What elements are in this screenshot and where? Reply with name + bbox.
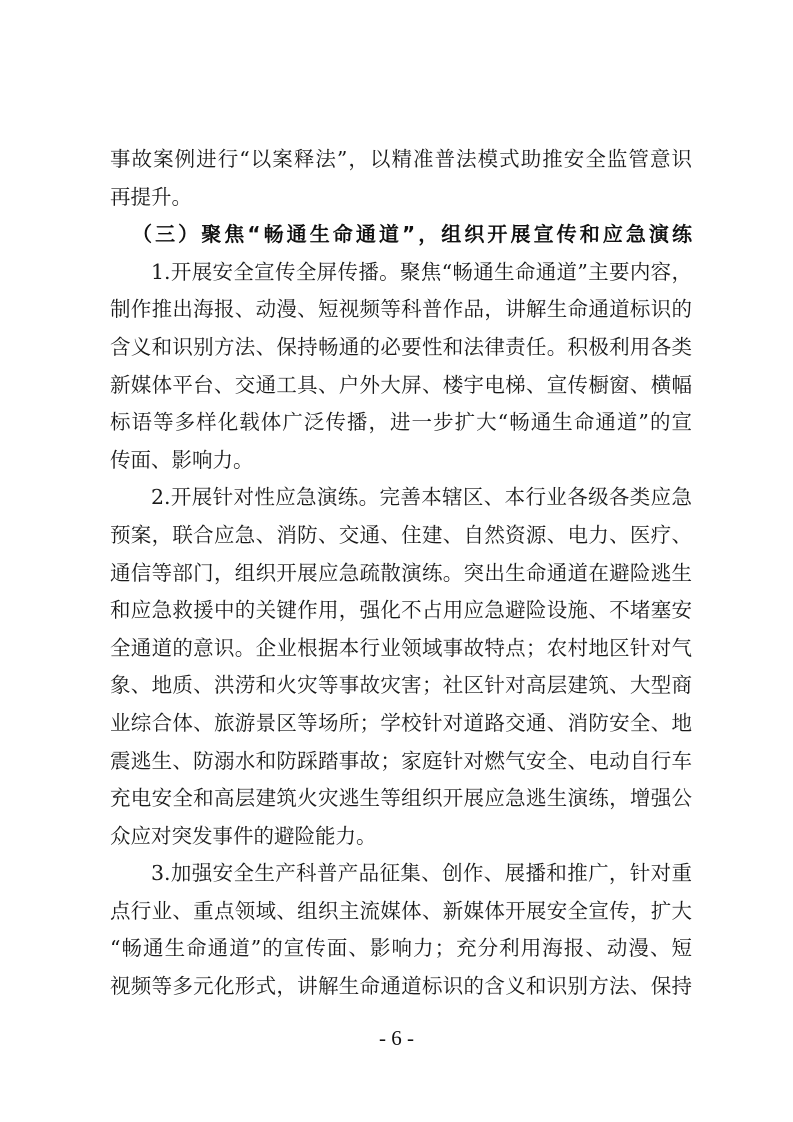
paragraph-line: 视频等多元化形式，讲解生命通道标识的含义和识别方法、保持: [110, 974, 692, 999]
paragraph-first-line: 2.开展针对性应急演练。完善本辖区、本行业各级各类应急: [151, 485, 692, 510]
paragraph-line: 和应急救援中的关键作用，强化不占用应急避险设施、不堵塞安: [110, 598, 692, 623]
paragraph-line: 众应对突发事件的避险能力。: [110, 823, 377, 848]
paragraph-line: 象、地质、洪涝和火灾等事故灾害；社区针对高层建筑、大型商: [110, 673, 692, 698]
paragraph-line: “畅通生命通道”的宣传面、影响力；充分利用海报、动漫、短: [110, 936, 692, 961]
paragraph-line: 标语等多样化载体广泛传播，进一步扩大“畅通生命通道”的宣: [110, 410, 692, 435]
paragraph-line: 制作推出海报、动漫、短视频等科普作品，讲解生命通道标识的: [110, 297, 692, 322]
section-heading: （三）聚焦“畅通生命通道”，组织开展宣传和应急演练: [132, 222, 692, 247]
paragraph-line: 传面、影响力。: [110, 447, 254, 472]
paragraph-line: 预案，联合应急、消防、交通、住建、自然资源、电力、医疗、: [110, 522, 692, 547]
paragraph-line: 含义和识别方法、保持畅通的必要性和法律责任。积极利用各类: [110, 334, 692, 359]
paragraph-line: 新媒体平台、交通工具、户外大屏、楼宇电梯、宣传橱窗、横幅: [110, 372, 692, 397]
paragraph-line: 通信等部门，组织开展应急疏散演练。突出生命通道在避险逃生: [110, 560, 692, 585]
paragraph-first-line: 3.加强安全生产科普产品征集、创作、展播和推广，针对重: [151, 861, 692, 886]
document-body: [110, 141, 692, 1006]
paragraph-line: 业综合体、旅游景区等场所；学校针对道路交通、消防安全、地: [110, 710, 692, 735]
paragraph-line: 事故案例进行“以案释法”，以精准普法模式助推安全监管意识: [110, 147, 692, 171]
paragraph-line: 充电安全和高层建筑火灾逃生等组织开展应急逃生演练，增强公: [110, 786, 692, 811]
paragraph-line: 再提升。: [110, 184, 192, 209]
paragraph-line: 震逃生、防溺水和防踩踏事故；家庭针对燃气安全、电动自行车: [110, 748, 692, 773]
paragraph-line: 点行业、重点领域、组织主流媒体、新媒体开展安全宣传，扩大: [110, 898, 692, 923]
paragraph-line: 全通道的意识。企业根据本行业领域事故特点；农村地区针对气: [110, 635, 692, 660]
page-number: - 6 -: [379, 1026, 414, 1050]
paragraph-first-line: 1.开展安全宣传全屏传播。聚焦“畅通生命通道”主要内容，: [151, 259, 692, 284]
